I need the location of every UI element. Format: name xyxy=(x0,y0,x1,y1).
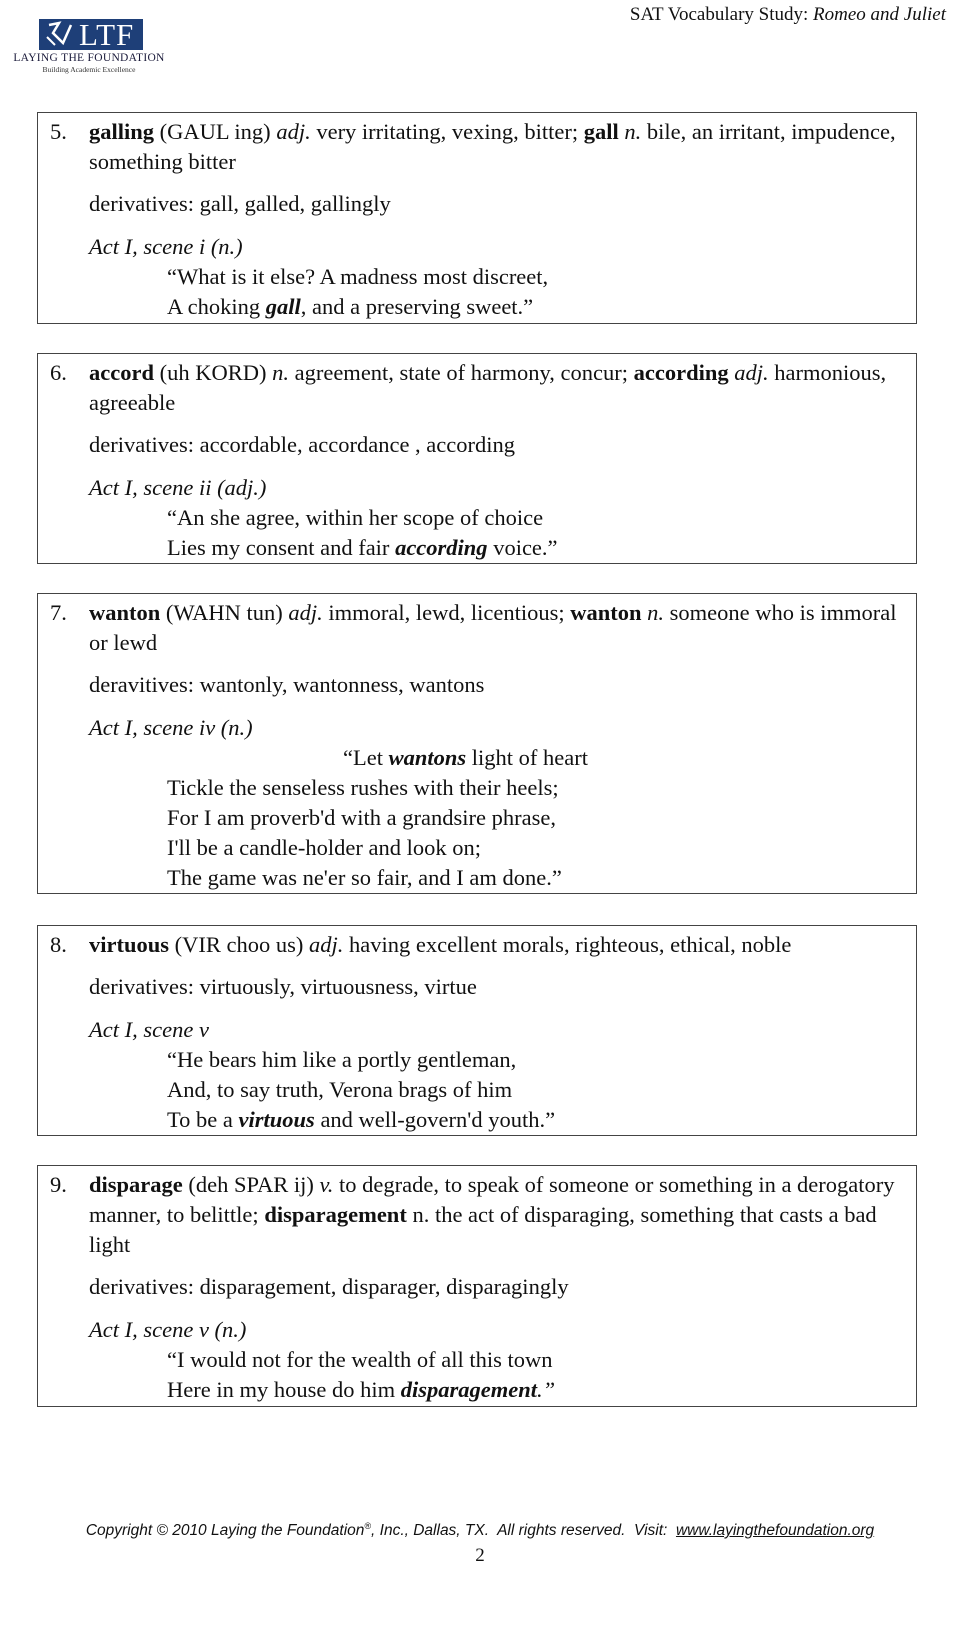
logo-mark-box xyxy=(39,19,143,50)
vocab-entry xyxy=(37,112,917,324)
definition-text xyxy=(89,358,910,418)
emphasized-text: according xyxy=(395,535,488,560)
title-work: Romeo and Juliet xyxy=(813,4,946,25)
text-run: For I am proverb'd with a grandsire phrase, xyxy=(167,805,556,830)
text-run: A choking xyxy=(167,294,266,319)
emphasized-text: galling xyxy=(89,119,155,144)
text-run: having excellent morals, righteous, ethical, noble xyxy=(343,932,792,957)
text-run: (VIR choo us) xyxy=(169,932,309,957)
entry-number: 6. xyxy=(50,360,67,385)
emphasized-text: accord xyxy=(89,360,154,385)
emphasized-text: .” xyxy=(536,1377,556,1402)
text-run: (GAUL ing) xyxy=(154,119,277,144)
text-run: (uh KORD) xyxy=(153,360,273,385)
entry-number: 7. xyxy=(50,600,67,625)
vocab-entry xyxy=(37,353,917,564)
copyright-text: Copyright © 2010 Laying the Foundation xyxy=(85,1522,365,1540)
entry-definition xyxy=(50,598,910,658)
copyright-footer xyxy=(0,1521,960,1540)
derivatives: derivatives: disparagement, disparager, disparagingly xyxy=(89,1274,569,1299)
entry-definition xyxy=(50,930,910,960)
text-run: “I would not for the wealth of all this town xyxy=(167,1347,553,1372)
act-scene: Act I, scene ii (adj.) xyxy=(89,475,267,500)
page-number: 2 xyxy=(475,1545,485,1566)
text-run: harmonious, agreeable xyxy=(89,360,887,415)
text-run: The game was ne'er so fair, and I am done.” xyxy=(167,865,562,890)
vocab-entry xyxy=(37,593,917,894)
entry-definition xyxy=(50,117,910,177)
text-run: “He bears him like a portly gentleman, xyxy=(167,1047,517,1072)
title-prefix: SAT Vocabulary Study: xyxy=(629,4,814,25)
text-run: I'll be a candle-holder and look on; xyxy=(167,835,481,860)
derivatives: derivatives: gall, galled, gallingly xyxy=(89,191,391,216)
vocab-entry xyxy=(37,1165,917,1407)
emphasized-text: adj. xyxy=(288,600,323,625)
copyright-rights: , Inc., Dallas, TX. All rights reserved. Visit: xyxy=(371,1522,676,1540)
ltf-logo xyxy=(3,12,175,74)
emphasized-text: n. xyxy=(647,600,665,625)
text-run: very irritating, vexing, bitter; xyxy=(310,119,584,144)
emphasized-text: wanton xyxy=(570,600,642,625)
emphasized-text: gall xyxy=(265,294,301,319)
quote-line xyxy=(167,803,556,833)
book-icon xyxy=(45,21,75,49)
text-run: bile, an irritant, impudence, something bitter xyxy=(89,119,896,174)
text-run: agreement, state of harmony, concur; xyxy=(288,360,634,385)
act-scene: Act I, scene i (n.) xyxy=(89,234,243,259)
text-run: and well-govern'd youth.” xyxy=(314,1107,556,1132)
act-scene: Act I, scene v (n.) xyxy=(89,1317,247,1342)
quote-line xyxy=(167,533,558,563)
logo-name: LAYING THE FOUNDATION xyxy=(13,52,165,64)
emphasized-text: disparagement xyxy=(400,1377,537,1402)
text-run: (deh SPAR ij) xyxy=(182,1172,320,1197)
entry-definition xyxy=(50,1170,910,1260)
definition-text xyxy=(89,117,910,177)
text-run: And, to say truth, Verona brags of him xyxy=(167,1077,513,1102)
derivatives: deravitives: wantonly, wantonness, wantons xyxy=(89,672,485,697)
emphasized-text: according xyxy=(633,360,729,385)
emphasized-text: disparage xyxy=(89,1172,183,1197)
entry-number: 8. xyxy=(50,932,67,957)
quote-line xyxy=(167,1105,555,1135)
quote-line xyxy=(167,1345,553,1375)
document-title xyxy=(630,4,946,26)
act-scene: Act I, scene iv (n.) xyxy=(89,715,253,740)
text-run: , and a preserving sweet.” xyxy=(300,294,534,319)
act-scene: Act I, scene v xyxy=(89,1017,209,1042)
text-run: to degrade, to speak of someone or something in a derogatory manner, to belittle; xyxy=(89,1172,895,1227)
emphasized-text: gall xyxy=(583,119,619,144)
quote-line xyxy=(167,262,548,292)
emphasized-text: wanton xyxy=(89,600,161,625)
emphasized-text: v. xyxy=(319,1172,334,1197)
emphasized-text: adj. xyxy=(309,932,344,957)
quote-line xyxy=(167,1375,555,1405)
vocab-entry xyxy=(37,925,917,1136)
quote-line xyxy=(167,833,481,863)
entry-number: 9. xyxy=(50,1172,67,1197)
quote-line xyxy=(167,1075,512,1105)
quote-line xyxy=(167,863,562,893)
registered-mark: ® xyxy=(364,1521,372,1531)
entry-number: 5. xyxy=(50,119,67,144)
emphasized-text: n. xyxy=(272,360,289,385)
text-run: immoral, lewd, licentious; xyxy=(322,600,571,625)
text-run: “What is it else? A madness most discreet, xyxy=(167,264,549,289)
definition-text xyxy=(89,930,910,960)
definition-text xyxy=(89,598,910,658)
text-run: voice.” xyxy=(487,535,558,560)
emphasized-text: adj. xyxy=(276,119,311,144)
emphasized-text: adj. xyxy=(734,360,769,385)
text-run: light of heart xyxy=(466,745,588,770)
text-run: Here in my house do him xyxy=(167,1377,401,1402)
logo-letters: LTF xyxy=(79,17,135,52)
emphasized-text: n. xyxy=(624,119,642,144)
quote-line xyxy=(167,503,543,533)
logo-tagline: Building Academic Excellence xyxy=(42,65,136,74)
emphasized-text: wantons xyxy=(388,745,467,770)
definition-text xyxy=(89,1170,910,1260)
text-run: (WAHN tun) xyxy=(160,600,289,625)
text-run: Lies my consent and fair xyxy=(167,535,396,560)
text-run: n. the act of disparaging, something that casts a bad light xyxy=(89,1202,877,1257)
quote-line xyxy=(167,773,559,803)
text-run: “An she agree, within her scope of choice xyxy=(167,505,544,530)
emphasized-text: virtuous xyxy=(89,932,170,957)
entry-definition xyxy=(50,358,910,418)
text-run: To be a xyxy=(167,1107,239,1132)
derivatives: derivatives: virtuously, virtuousness, virtue xyxy=(89,974,477,999)
text-run: Tickle the senseless rushes with their heels; xyxy=(167,775,559,800)
emphasized-text: virtuous xyxy=(238,1107,315,1132)
derivatives: derivatives: accordable, accordance , according xyxy=(89,432,516,457)
quote-line xyxy=(343,743,588,773)
text-run: someone who is immoral or lewd xyxy=(89,600,897,655)
quote-line xyxy=(167,1045,516,1075)
website-link[interactable]: www.layingthefoundation.org xyxy=(675,1522,875,1540)
quote-line xyxy=(167,292,533,322)
emphasized-text: disparagement xyxy=(264,1202,407,1227)
text-run: “Let xyxy=(343,745,389,770)
